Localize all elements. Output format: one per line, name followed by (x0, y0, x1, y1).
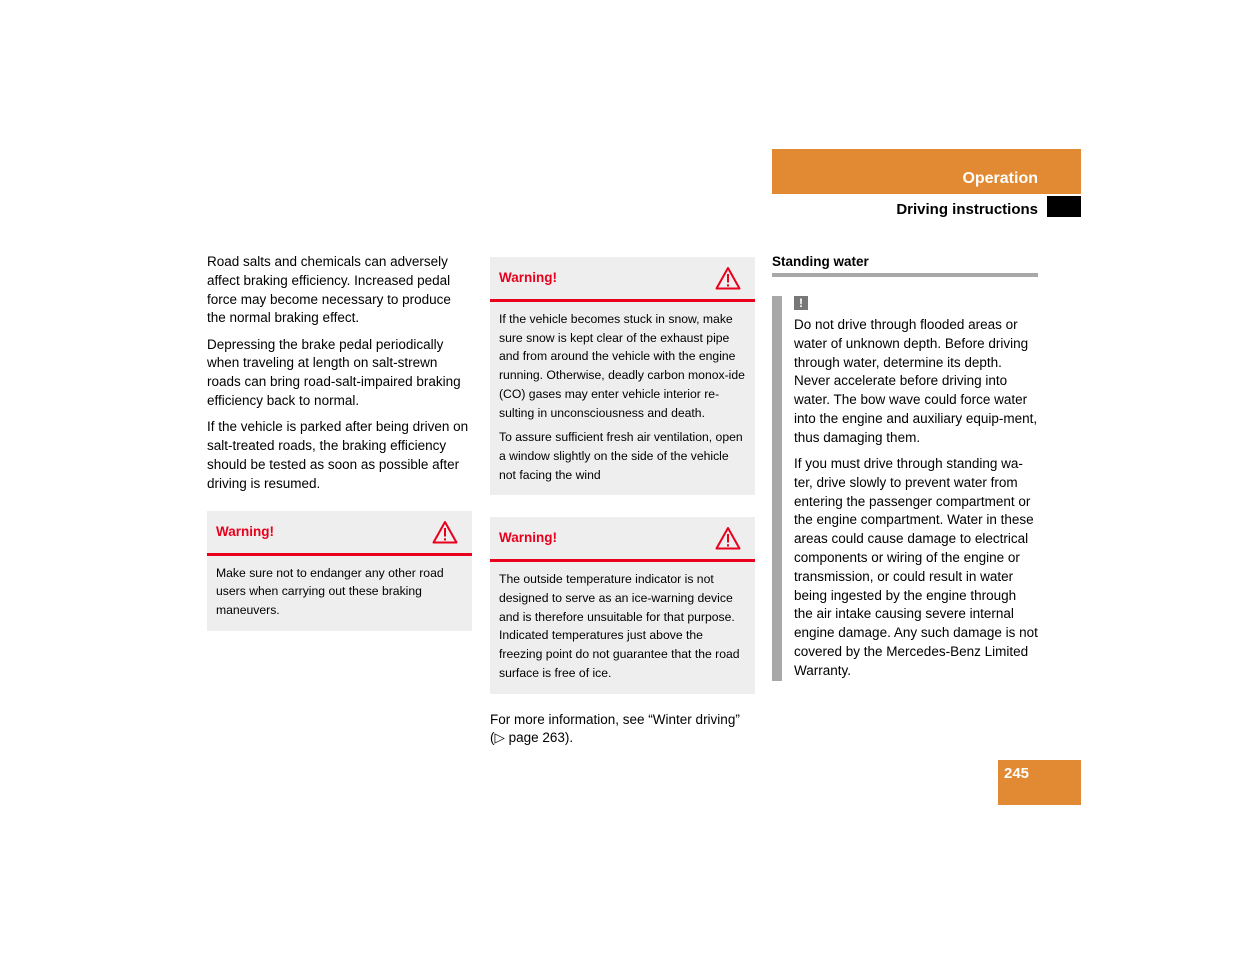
section-heading: Standing water (772, 253, 1038, 277)
warning-text: To assure sufficient fresh air ventilation, open a window slightly on the side of the vehicle not facing the wind (499, 430, 743, 482)
warning-header (207, 511, 472, 556)
notice-bar (772, 296, 782, 681)
exclamation-icon: ! (794, 296, 808, 310)
warning-body (490, 302, 755, 495)
warning-title: Warning! (216, 523, 274, 539)
paragraph: If the vehicle is parked after being driven on salt-treated roads, the braking efficiency should be tested as soon as possible after driving is resumed. (207, 419, 469, 491)
warning-triangle-icon (715, 266, 741, 290)
warning-triangle-icon (432, 520, 458, 544)
paragraph: Depressing the brake pedal periodically when traveling at length on salt-strewn roads can bring road-salt-impaired braking efficiency back to normal. (207, 336, 461, 409)
section-marker (1047, 196, 1081, 217)
warning-title: Warning! (499, 270, 557, 285)
warning-text: The outside temperature indicator is not designed to serve as an ice-warning device and is therefore unsuitable for that purpose. Indicated temperatures just above the freezing point do not guarantee that the road surface is free of ice. (499, 572, 740, 680)
warning-body (207, 556, 472, 631)
warning-box (207, 511, 472, 631)
cross-reference: For more information, see “Winter driving” (▷ page 263). (490, 711, 740, 746)
warning-text: If the vehicle becomes stuck in snow, make sure snow is kept clear of the exhaust pipe and from around the vehicle with the engine running. Otherwise, deadly carbon monox-ide (CO) gases may enter vehicle interior re-sulting in unconsciousness and death. (499, 312, 745, 420)
section-title: Operation (962, 170, 1038, 187)
warning-box (490, 257, 755, 495)
page-number: 245 (1004, 765, 1030, 782)
paragraph: Road salts and chemicals can adversely affect braking efficiency. Increased pedal force may become necessary to produce the normal braking effect. (207, 254, 451, 326)
warning-triangle-icon (715, 526, 741, 550)
warning-header (490, 517, 755, 562)
warning-text: Make sure not to endanger any other road users when carrying out these braking maneuvers. (216, 565, 444, 617)
warning-title: Warning! (499, 530, 557, 546)
warning-header (490, 257, 755, 302)
subsection-title: Driving instructions (896, 201, 1038, 218)
column-left (207, 253, 472, 631)
notice-box (772, 296, 1038, 681)
warning-box (490, 517, 755, 693)
warning-body (490, 562, 755, 693)
column-middle (490, 257, 755, 756)
column-right (772, 253, 1038, 688)
paragraph: Do not drive through flooded areas or water of unknown depth. Before driving through water, determine its depth. Never accelerate before driving into water. The bow wave could force water into the engine and auxiliary equip-ment, thus damaging them. (794, 317, 1038, 445)
paragraph: If you must drive through standing wa-ter, drive slowly to prevent water from entering the passenger compartment or the engine compartment. Water in these areas could cause damage to electrical components or wiring of the engine or transmission, or could result in water being ingested by the engine through the air intake causing severe internal engine damage. Any such damage is not covered by the Mercedes-Benz Limited Warranty. (794, 456, 1038, 678)
